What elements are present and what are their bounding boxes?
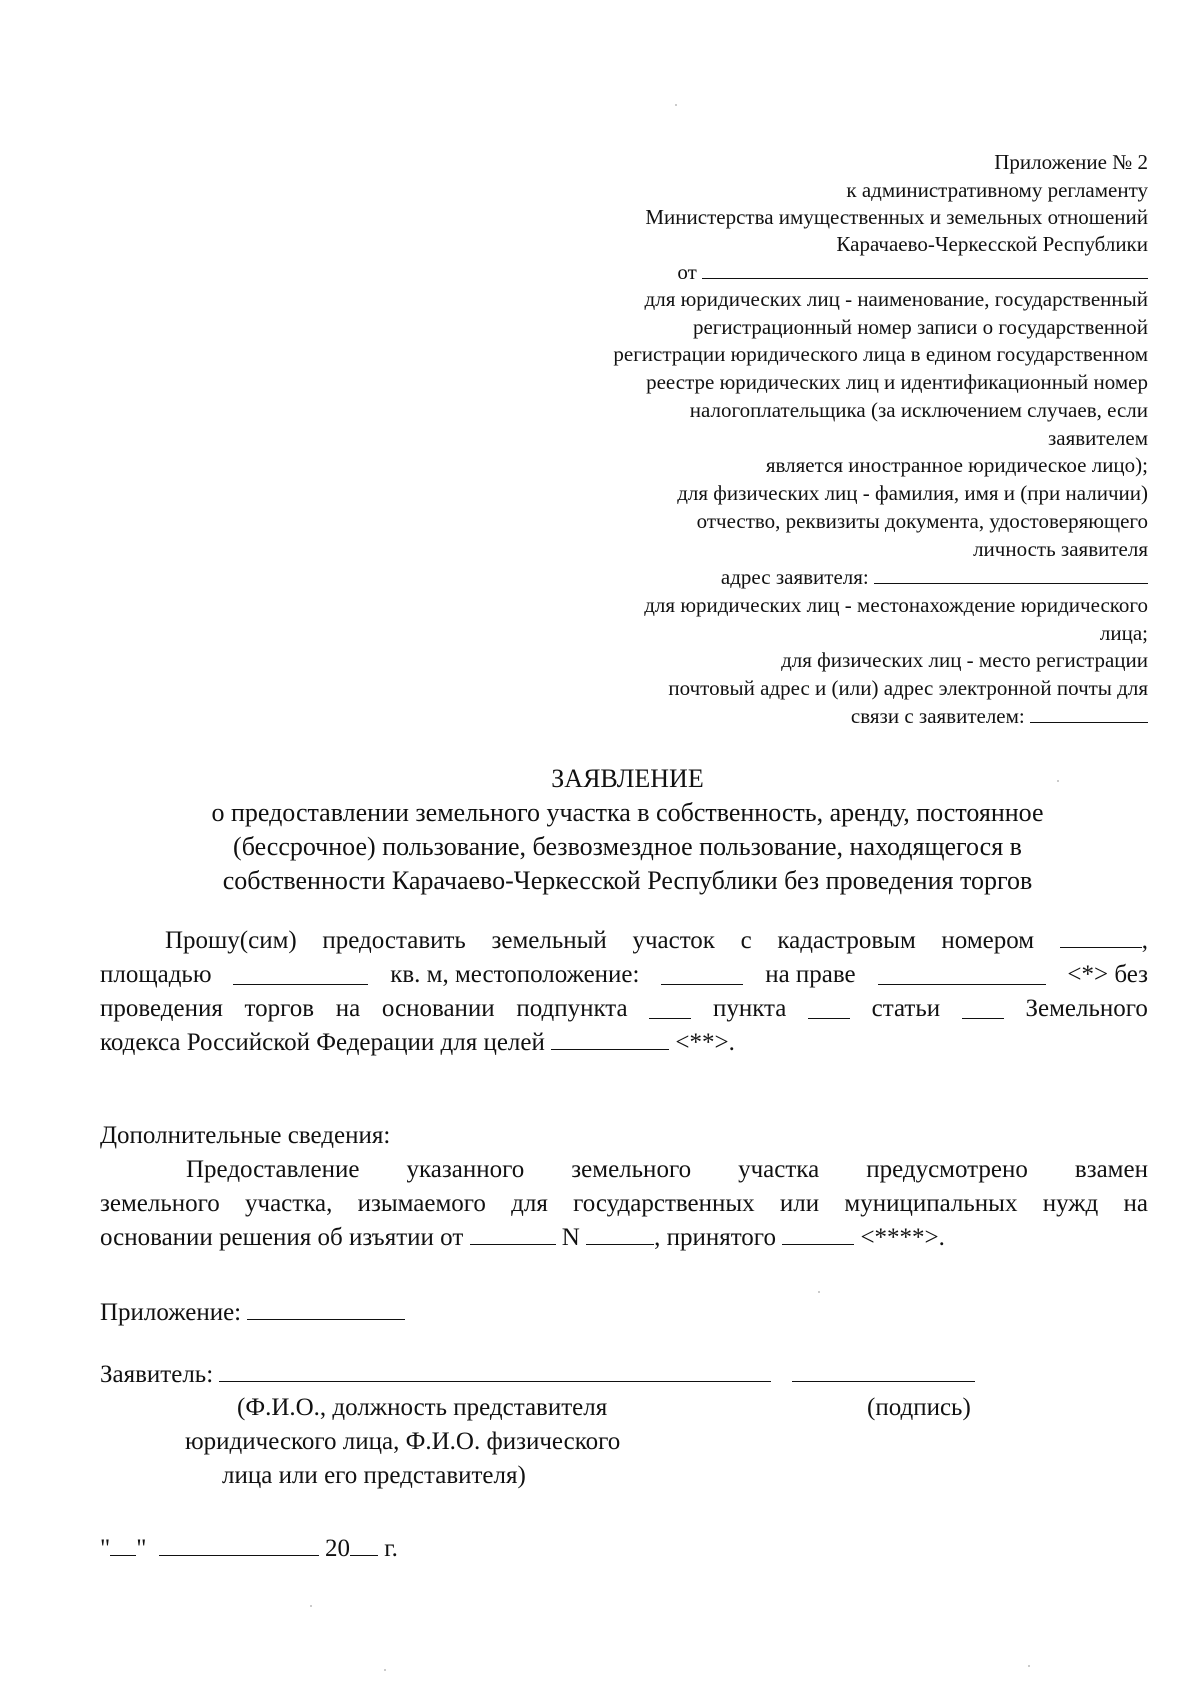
scan-speck — [818, 1291, 820, 1293]
word: площадью — [100, 961, 212, 988]
word: участок — [632, 927, 715, 954]
word: участка, — [245, 1190, 333, 1217]
attachment-line — [100, 1297, 405, 1329]
word: статьи — [871, 995, 941, 1022]
addr-phys: для физических лиц - место регистрации — [781, 648, 1148, 672]
title-sub-1: о предоставлении земельного участка в собственность, аренду, постоянное — [211, 798, 1044, 827]
area-blank — [233, 983, 368, 985]
address-line — [721, 563, 1148, 591]
word: указанного — [406, 1156, 525, 1183]
word: Предоставление — [186, 1156, 360, 1183]
from-line — [677, 258, 1148, 286]
decision-number-blank — [586, 1243, 654, 1245]
applicant-hint-1: (Ф.И.О., должность представителя — [237, 1394, 608, 1421]
word: муниципальных — [844, 1190, 1018, 1217]
word: Прошу(сим) — [165, 927, 297, 954]
word: предоставить — [322, 927, 466, 954]
location-blank — [661, 983, 743, 985]
word: для — [511, 1190, 548, 1217]
word: кадастровым — [777, 927, 916, 954]
phys-note-3: личность заявителя — [973, 537, 1148, 561]
addr-legal-1: для юридических лиц - местонахождение юридического — [644, 593, 1148, 617]
word: проведения — [100, 995, 223, 1022]
phys-note-1: для физических лиц - фамилия, имя и (при наличии) — [677, 481, 1148, 505]
word: земельный — [491, 927, 607, 954]
number-sign: N — [561, 1224, 580, 1251]
phys-note-2: отчество, реквизиты документа, удостоверяющего — [696, 509, 1148, 533]
withdrawal-label: основании решения об изъятии от — [100, 1224, 464, 1251]
year-suffix: г. — [384, 1535, 398, 1562]
subclause-blank — [649, 1017, 691, 1019]
legal-note-4: реестре юридических лиц и идентификационный номер — [646, 370, 1148, 394]
additional-heading: Дополнительные сведения: — [100, 1122, 391, 1149]
republic-name: Карачаево-Черкесской Республики — [836, 232, 1148, 256]
applicant-hint-2: юридического лица, Ф.И.О. физического — [185, 1428, 621, 1455]
quote-close: " — [136, 1535, 147, 1562]
title-sub-2: (бессрочное) пользование, безвозмездное пользование, находящегося в — [233, 832, 1022, 861]
word: нужд — [1042, 1190, 1099, 1217]
footnote-ref: <**>. — [675, 1029, 735, 1056]
legal-note-1: для юридических лиц - наименование, государственный — [644, 287, 1148, 311]
from-label: от — [677, 260, 697, 284]
postal-2: связи с заявителем: — [850, 704, 1025, 728]
date-line — [100, 1533, 398, 1565]
applicant-label: Заявитель: — [100, 1361, 214, 1388]
right-blank — [878, 983, 1046, 985]
month-blank — [159, 1554, 319, 1556]
word: изымаемого — [357, 1190, 486, 1217]
additional-line-1 — [186, 1154, 1148, 1186]
adopted-label: , принятого — [654, 1224, 776, 1251]
ministry-name: Министерства имущественных и земельных отношений — [645, 205, 1148, 229]
applicant-name-blank — [219, 1380, 771, 1382]
request-line-1 — [165, 925, 1148, 957]
word: на праве — [765, 961, 856, 988]
addr-legal-2: лица; — [1099, 621, 1148, 645]
address-blank — [874, 582, 1148, 584]
scan-speck — [675, 104, 677, 106]
day-blank — [110, 1554, 136, 1556]
word: номером — [941, 927, 1035, 954]
cadastral-number-blank: , — [1060, 925, 1148, 957]
word: предусмотрено — [866, 1156, 1028, 1183]
footnote-ref: <****>. — [860, 1224, 945, 1251]
year-prefix: 20 — [324, 1535, 350, 1562]
postal-1: почтовый адрес и (или) адрес электронной почты для — [668, 676, 1148, 700]
legal-note-3: регистрации юридического лица в едином государственном — [613, 342, 1148, 366]
attachment-blank — [247, 1318, 405, 1320]
appendix-number: Приложение № 2 — [994, 150, 1148, 174]
word: земельного — [571, 1156, 692, 1183]
clause-blank — [808, 1017, 850, 1019]
address-label: адрес заявителя: — [720, 565, 869, 589]
legal-note-6: заявителем — [1047, 426, 1148, 450]
scan-speck — [1028, 1665, 1030, 1667]
regulation-ref: к административному регламенту — [846, 178, 1148, 202]
request-line-2 — [100, 959, 1148, 991]
word: земельного — [100, 1190, 220, 1217]
scan-speck — [384, 1669, 386, 1671]
purpose-blank — [551, 1048, 669, 1050]
word: участка — [738, 1156, 820, 1183]
adopted-by-blank — [782, 1243, 854, 1245]
signature-hint: (подпись) — [867, 1394, 971, 1421]
postal-blank — [1030, 721, 1148, 723]
additional-line-2 — [100, 1188, 1148, 1220]
withdrawal-date-blank — [470, 1243, 556, 1245]
from-blank — [702, 277, 1148, 279]
document-title: ЗАЯВЛЕНИЕ — [551, 764, 704, 793]
word: пункта — [712, 995, 787, 1022]
request-line-3 — [100, 993, 1148, 1025]
word: основании — [381, 995, 495, 1022]
word: подпункта — [516, 995, 628, 1022]
scan-speck — [1057, 780, 1059, 782]
article-blank — [962, 1017, 1004, 1019]
scan-speck — [310, 1605, 312, 1607]
title-sub-3: собственности Карачаево-Черкесской Республики без проведения торгов — [222, 866, 1033, 895]
word: Земельного — [1025, 995, 1148, 1022]
attachment-label: Приложение: — [100, 1299, 242, 1326]
postal-line — [851, 702, 1148, 730]
applicant-hint-3: лица или его представителя) — [222, 1462, 526, 1489]
applicant-line — [100, 1359, 975, 1391]
word: торгов — [244, 995, 315, 1022]
word: на — [1123, 1190, 1148, 1217]
word: с — [740, 927, 752, 954]
quote-open: " — [100, 1535, 111, 1562]
additional-line-3 — [100, 1222, 945, 1254]
word: кв. м, местоположение: — [390, 961, 640, 988]
word: или — [779, 1190, 820, 1217]
legal-note-7: является иностранное юридическое лицо); — [765, 453, 1148, 477]
word: государственных — [573, 1190, 755, 1217]
word: <*> без — [1067, 961, 1148, 988]
word: на — [335, 995, 361, 1022]
legal-note-5: налогоплательщика (за исключением случаев, если — [689, 398, 1148, 422]
word: взамен — [1074, 1156, 1148, 1183]
signature-blank — [792, 1380, 975, 1382]
request-line-4 — [100, 1027, 735, 1059]
purpose-label: кодекса Российской Федерации для целей — [100, 1029, 545, 1056]
legal-note-2: регистрационный номер записи о государственной — [692, 315, 1148, 339]
year-blank — [350, 1554, 378, 1556]
